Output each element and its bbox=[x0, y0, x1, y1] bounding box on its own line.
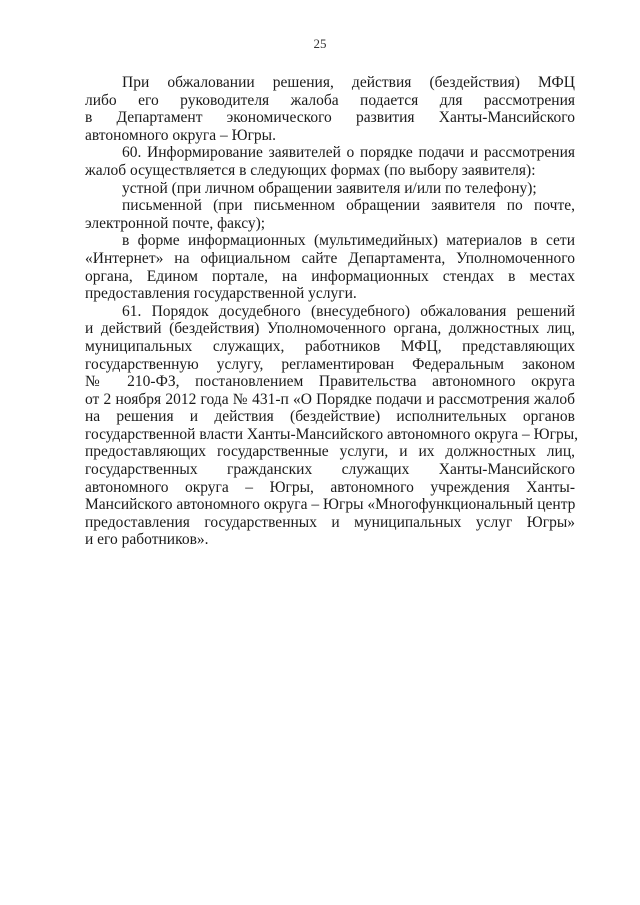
text-line: автономного округа – Югры, автономного учреждения Ханты- bbox=[85, 478, 575, 496]
paragraph-oral-form bbox=[85, 180, 575, 198]
text-line: жалоб осуществляется в следующих формах (по выбору заявителя): bbox=[85, 161, 536, 179]
text-line: и его работников». bbox=[85, 531, 209, 549]
text-line: государственную услугу, регламентирован Федеральным законом bbox=[85, 355, 575, 373]
text-line: устной (при личном обращении заявителя и/или по телефону); bbox=[122, 179, 537, 197]
text-line: муниципальных служащих, работников МФЦ, представляющих bbox=[85, 337, 575, 355]
text-line: либо его руководителя жалоба подается для рассмотрения bbox=[85, 91, 575, 109]
text-line: 61. Порядок досудебного (внесудебного) обжалования решений bbox=[122, 302, 575, 320]
text-line: электронной почте, факсу); bbox=[85, 214, 266, 232]
text-line: 60. Информирование заявителей о порядке подачи и рассмотрения bbox=[122, 144, 575, 162]
text-line: № 210-ФЗ, постановлением Правительства автономного округа bbox=[85, 373, 575, 391]
text-line: предоставления государственной услуги. bbox=[85, 285, 357, 303]
text-line: в Департамент экономического развития Ханты-Мансийского bbox=[85, 109, 575, 127]
text-line: «Интернет» на официальном сайте Департамента, Уполномоченного bbox=[85, 249, 575, 267]
paragraph-info-materials bbox=[85, 232, 575, 302]
page-number: 25 bbox=[313, 36, 327, 51]
text-line: и действий (бездействия) Уполномоченного органа, должностных лиц, bbox=[85, 320, 575, 338]
paragraph-appeal-mfc bbox=[85, 74, 575, 144]
text-line: предоставляющих государственные услуги, и их должностных лиц, bbox=[85, 443, 575, 461]
text-line: При обжаловании решения, действия (бездействия) МФЦ bbox=[122, 74, 575, 91]
paragraph-item-60 bbox=[85, 144, 575, 179]
text-line: письменной (при письменном обращении заявителя по почте, bbox=[122, 197, 575, 215]
text-line: от 2 ноября 2012 года № 431-п «О Порядке подачи и рассмотрения жалоб bbox=[85, 390, 575, 408]
text-line: государственных гражданских служащих Ханты-Мансийского bbox=[85, 461, 575, 479]
text-line: в форме информационных (мультимедийных) материалов в сети bbox=[122, 232, 575, 250]
paragraph-item-61 bbox=[85, 302, 578, 549]
text-line: автономного округа – Югры. bbox=[85, 126, 276, 144]
text-line: предоставления государственных и муниципальных услуг Югры» bbox=[85, 513, 575, 531]
text-line: государственной власти Ханты-Мансийского автономного округа – Югры, bbox=[85, 425, 578, 443]
text-line: Мансийского автономного округа – Югры «Многофункциональный центр bbox=[85, 496, 576, 514]
document-body bbox=[85, 74, 578, 549]
text-line: органа, Едином портале, на информационных стендах в местах bbox=[85, 267, 575, 285]
text-line: на решения и действия (бездействие) исполнительных органов bbox=[85, 408, 575, 426]
paragraph-written-form bbox=[85, 197, 575, 232]
